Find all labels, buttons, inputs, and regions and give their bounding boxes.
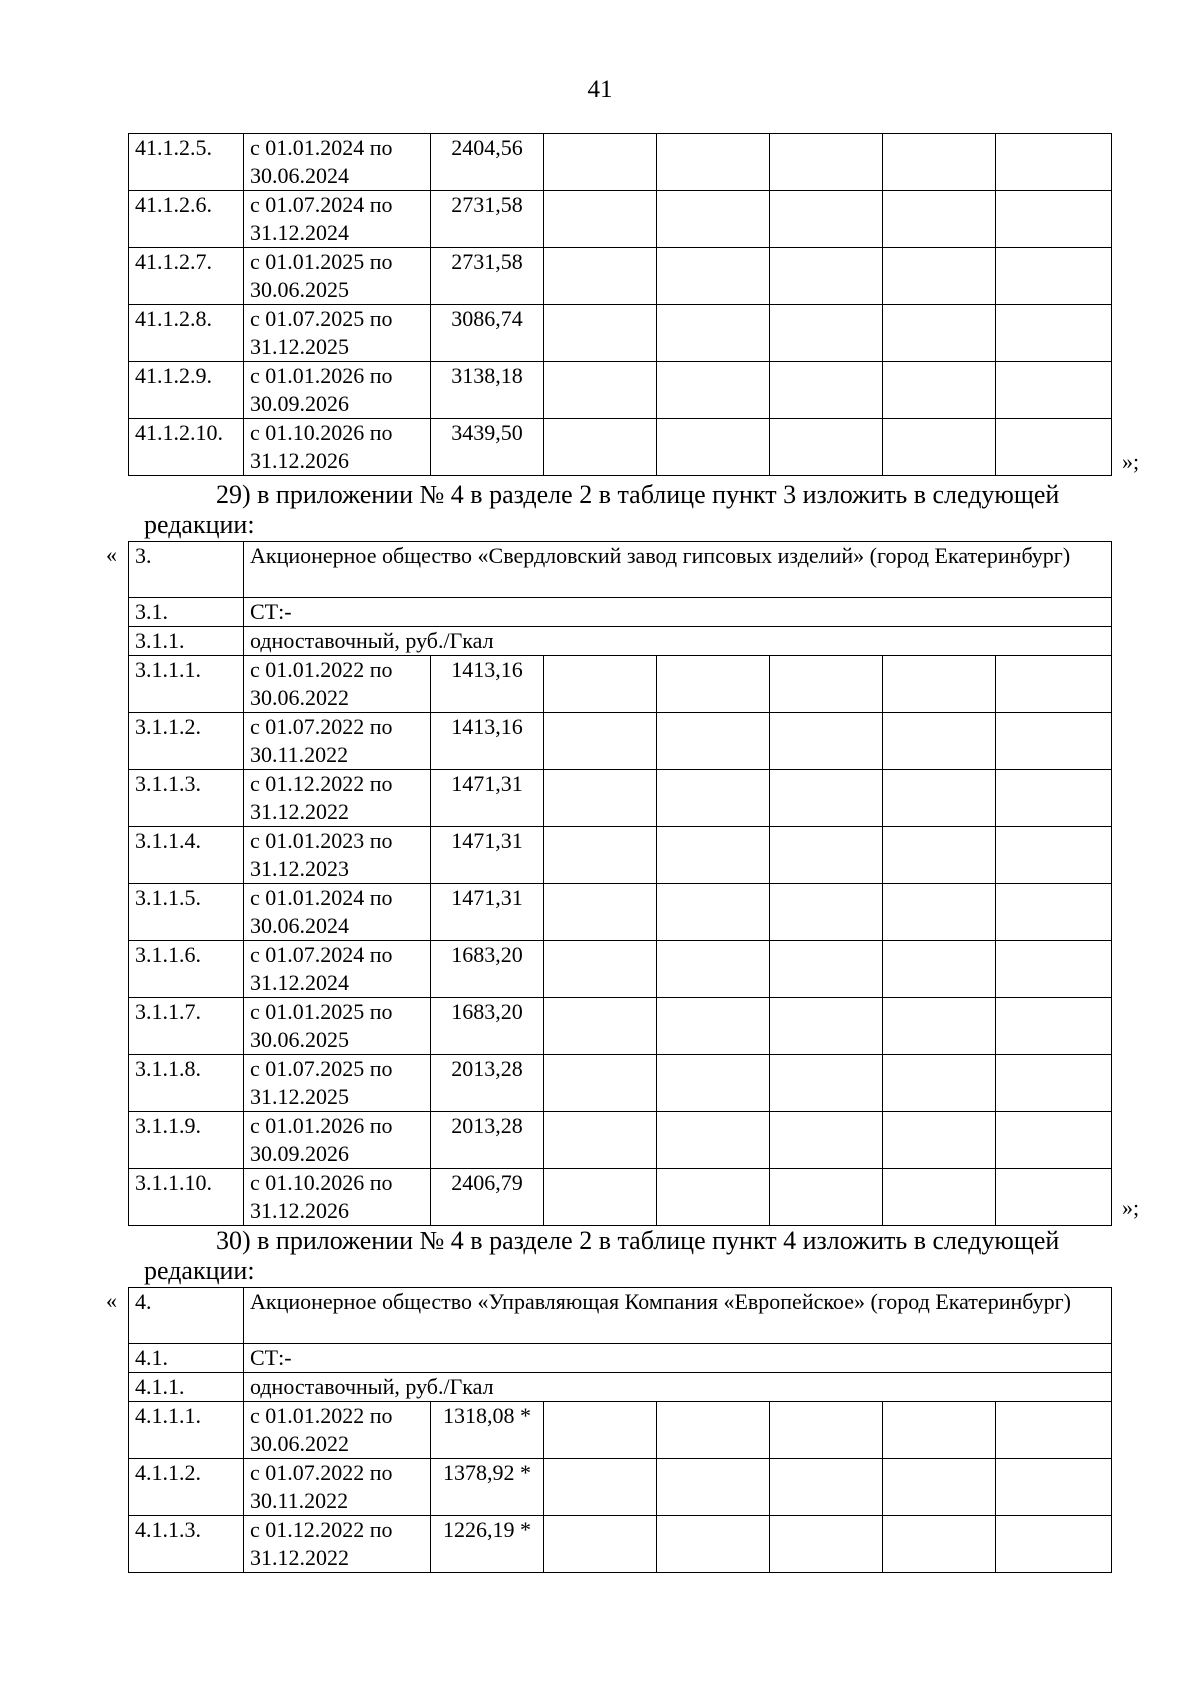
- st-label: СТ:-: [244, 1344, 1112, 1373]
- period: с 01.01.2022 по 30.06.2022: [244, 1402, 431, 1459]
- tariff-value: 2404,56: [431, 134, 544, 191]
- tariff-table-3: [106, 541, 1112, 1226]
- paragraph-line: редакции:: [144, 510, 255, 539]
- tariff-value: 1378,92 *: [431, 1459, 544, 1516]
- empty-cell: [657, 1055, 770, 1112]
- empty-cell: [996, 134, 1112, 191]
- tariff-value: 1683,20: [431, 941, 544, 998]
- period: с 01.01.2025 по 30.06.2025: [244, 998, 431, 1055]
- table: [128, 1287, 1112, 1573]
- tariff-row: [129, 1169, 1112, 1226]
- empty-cell: [996, 191, 1112, 248]
- empty-cell: [544, 248, 657, 305]
- item-number: 41.1.2.7.: [129, 248, 244, 305]
- item-number: 3.1.1.9.: [129, 1112, 244, 1169]
- empty-cell: [883, 770, 996, 827]
- empty-cell: [657, 1169, 770, 1226]
- empty-cell: [883, 1169, 996, 1226]
- paragraph-line: 30) в приложении № 4 в разделе 2 в таблице пункт 4 изложить в следующей: [216, 1226, 1060, 1255]
- empty-cell: [883, 191, 996, 248]
- tariff-row: [129, 419, 1112, 476]
- amendment-paragraph-29: [144, 480, 1144, 540]
- empty-cell: [770, 656, 883, 713]
- item-number: 41.1.2.10.: [129, 419, 244, 476]
- empty-cell: [883, 305, 996, 362]
- empty-cell: [657, 362, 770, 419]
- item-number: 3.: [129, 542, 244, 598]
- tariff-row: [129, 998, 1112, 1055]
- empty-cell: [770, 134, 883, 191]
- tariff-row: [129, 770, 1112, 827]
- empty-cell: [657, 713, 770, 770]
- period: с 01.01.2026 по 30.09.2026: [244, 362, 431, 419]
- empty-cell: [544, 713, 657, 770]
- tariff-value: 1226,19 *: [431, 1516, 544, 1573]
- tariff-value: 1413,16: [431, 713, 544, 770]
- empty-cell: [657, 305, 770, 362]
- item-number: 4.1.1.1.: [129, 1402, 244, 1459]
- empty-cell: [770, 248, 883, 305]
- empty-cell: [996, 1459, 1112, 1516]
- period: с 01.12.2022 по 31.12.2022: [244, 1516, 431, 1573]
- item-number: 3.1.: [129, 598, 244, 627]
- paragraph-line: редакции:: [144, 1256, 255, 1285]
- closing-quote: »;: [1122, 449, 1140, 474]
- empty-cell: [883, 827, 996, 884]
- tariff-table-4: [106, 1287, 1112, 1573]
- empty-cell: [996, 1055, 1112, 1112]
- empty-cell: [544, 1459, 657, 1516]
- empty-cell: [657, 419, 770, 476]
- empty-cell: [770, 770, 883, 827]
- period: с 01.07.2025 по 31.12.2025: [244, 305, 431, 362]
- empty-cell: [996, 941, 1112, 998]
- item-number: 3.1.1.2.: [129, 713, 244, 770]
- tariff-row: [129, 656, 1112, 713]
- empty-cell: [883, 941, 996, 998]
- tariff-row: [129, 1459, 1112, 1516]
- empty-cell: [657, 134, 770, 191]
- empty-cell: [657, 884, 770, 941]
- period: с 01.01.2026 по 30.09.2026: [244, 1112, 431, 1169]
- empty-cell: [883, 998, 996, 1055]
- empty-cell: [544, 362, 657, 419]
- closing-quote: »;: [1122, 1195, 1140, 1220]
- rate-type-label: одноставочный, руб./Гкал: [244, 1373, 1112, 1402]
- empty-cell: [544, 305, 657, 362]
- item-number: 41.1.2.5.: [129, 134, 244, 191]
- item-number: 41.1.2.9.: [129, 362, 244, 419]
- empty-cell: [996, 770, 1112, 827]
- item-number: 3.1.1.4.: [129, 827, 244, 884]
- tariff-value: 1318,08 *: [431, 1402, 544, 1459]
- paragraph-line: 29) в приложении № 4 в разделе 2 в таблице пункт 3 изложить в следующей: [216, 480, 1060, 509]
- empty-cell: [657, 656, 770, 713]
- empty-cell: [883, 248, 996, 305]
- empty-cell: [770, 1459, 883, 1516]
- item-number: 4.1.: [129, 1344, 244, 1373]
- tariff-value: 1471,31: [431, 770, 544, 827]
- empty-cell: [770, 1112, 883, 1169]
- empty-cell: [770, 362, 883, 419]
- empty-cell: [544, 884, 657, 941]
- item-number: 4.1.1.2.: [129, 1459, 244, 1516]
- empty-cell: [996, 305, 1112, 362]
- item-number: 4.1.1.: [129, 1373, 244, 1402]
- empty-cell: [883, 884, 996, 941]
- tariff-value: 2013,28: [431, 1112, 544, 1169]
- empty-cell: [657, 998, 770, 1055]
- item-number: 3.1.1.10.: [129, 1169, 244, 1226]
- empty-cell: [544, 1055, 657, 1112]
- rate-type-label: одноставочный, руб./Гкал: [244, 627, 1112, 656]
- tariff-value: 2731,58: [431, 191, 544, 248]
- item-number: 3.1.1.3.: [129, 770, 244, 827]
- empty-cell: [770, 191, 883, 248]
- tariff-row: [129, 134, 1112, 191]
- table: [128, 133, 1112, 476]
- empty-cell: [544, 1112, 657, 1169]
- table-body: [129, 1288, 1112, 1573]
- period: с 01.01.2025 по 30.06.2025: [244, 248, 431, 305]
- empty-cell: [883, 1402, 996, 1459]
- empty-cell: [996, 1402, 1112, 1459]
- tariff-value: 3086,74: [431, 305, 544, 362]
- rate-type-row: [129, 1373, 1112, 1402]
- empty-cell: [544, 656, 657, 713]
- opening-quote: «: [106, 542, 117, 567]
- opening-quote: «: [106, 1288, 117, 1313]
- item-number: 41.1.2.8.: [129, 305, 244, 362]
- amendment-paragraph-30: [144, 1226, 1144, 1286]
- empty-cell: [544, 191, 657, 248]
- empty-cell: [883, 1055, 996, 1112]
- tariff-value: 3439,50: [431, 419, 544, 476]
- empty-cell: [770, 1055, 883, 1112]
- table: [128, 541, 1112, 1226]
- tariff-row: [129, 941, 1112, 998]
- period: с 01.07.2022 по 30.11.2022: [244, 1459, 431, 1516]
- tariff-row: [129, 1112, 1112, 1169]
- empty-cell: [544, 770, 657, 827]
- item-number: 3.1.1.1.: [129, 656, 244, 713]
- empty-cell: [770, 713, 883, 770]
- item-number: 3.1.1.6.: [129, 941, 244, 998]
- empty-cell: [996, 362, 1112, 419]
- empty-cell: [996, 884, 1112, 941]
- period: с 01.07.2024 по 31.12.2024: [244, 941, 431, 998]
- empty-cell: [996, 419, 1112, 476]
- empty-cell: [544, 941, 657, 998]
- empty-cell: [883, 1112, 996, 1169]
- empty-cell: [544, 827, 657, 884]
- tariff-value: 2406,79: [431, 1169, 544, 1226]
- tariff-row: [129, 1055, 1112, 1112]
- st-row: [129, 598, 1112, 627]
- empty-cell: [996, 1516, 1112, 1573]
- empty-cell: [544, 1169, 657, 1226]
- empty-cell: [996, 656, 1112, 713]
- empty-cell: [883, 419, 996, 476]
- empty-cell: [657, 1402, 770, 1459]
- empty-cell: [657, 827, 770, 884]
- empty-cell: [770, 941, 883, 998]
- organization-name: Акционерное общество «Свердловский завод гипсовых изделий» (город Екатеринбург): [244, 542, 1112, 598]
- empty-cell: [770, 998, 883, 1055]
- empty-cell: [770, 1402, 883, 1459]
- period: с 01.07.2022 по 30.11.2022: [244, 713, 431, 770]
- empty-cell: [657, 1459, 770, 1516]
- empty-cell: [996, 827, 1112, 884]
- empty-cell: [770, 884, 883, 941]
- empty-cell: [996, 998, 1112, 1055]
- tariff-value: 1471,31: [431, 827, 544, 884]
- organization-row: [129, 542, 1112, 598]
- period: с 01.10.2026 по 31.12.2026: [244, 419, 431, 476]
- empty-cell: [657, 1112, 770, 1169]
- item-number: 41.1.2.6.: [129, 191, 244, 248]
- empty-cell: [996, 1169, 1112, 1226]
- empty-cell: [996, 713, 1112, 770]
- tariff-value: 1683,20: [431, 998, 544, 1055]
- empty-cell: [770, 1169, 883, 1226]
- period: с 01.01.2024 по 30.06.2024: [244, 134, 431, 191]
- empty-cell: [657, 1516, 770, 1573]
- empty-cell: [544, 1402, 657, 1459]
- tariff-value: 2731,58: [431, 248, 544, 305]
- rate-type-row: [129, 627, 1112, 656]
- tariff-row: [129, 884, 1112, 941]
- empty-cell: [883, 713, 996, 770]
- page-number: 41: [587, 76, 613, 103]
- tariff-row: [129, 827, 1112, 884]
- empty-cell: [996, 1112, 1112, 1169]
- period: с 01.01.2023 по 31.12.2023: [244, 827, 431, 884]
- empty-cell: [544, 134, 657, 191]
- empty-cell: [657, 770, 770, 827]
- empty-cell: [770, 419, 883, 476]
- empty-cell: [883, 134, 996, 191]
- tariff-row: [129, 248, 1112, 305]
- empty-cell: [657, 941, 770, 998]
- empty-cell: [770, 1516, 883, 1573]
- empty-cell: [544, 1516, 657, 1573]
- period: с 01.07.2025 по 31.12.2025: [244, 1055, 431, 1112]
- item-number: 3.1.1.5.: [129, 884, 244, 941]
- tariff-value: 1471,31: [431, 884, 544, 941]
- empty-cell: [657, 191, 770, 248]
- organization-name: Акционерное общество «Управляющая Компания «Европейское» (город Екатеринбург): [244, 1288, 1112, 1344]
- tariff-row: [129, 305, 1112, 362]
- item-number: 3.1.1.: [129, 627, 244, 656]
- organization-row: [129, 1288, 1112, 1344]
- item-number: 3.1.1.7.: [129, 998, 244, 1055]
- period: с 01.01.2022 по 30.06.2022: [244, 656, 431, 713]
- empty-cell: [883, 656, 996, 713]
- period: с 01.10.2026 по 31.12.2026: [244, 1169, 431, 1226]
- tariff-table-41: [128, 133, 1112, 476]
- period: с 01.12.2022 по 31.12.2022: [244, 770, 431, 827]
- tariff-value: 3138,18: [431, 362, 544, 419]
- item-number: 4.: [129, 1288, 244, 1344]
- tariff-value: 1413,16: [431, 656, 544, 713]
- st-label: СТ:-: [244, 598, 1112, 627]
- table-body: [129, 542, 1112, 1226]
- period: с 01.07.2024 по 31.12.2024: [244, 191, 431, 248]
- empty-cell: [657, 248, 770, 305]
- st-row: [129, 1344, 1112, 1373]
- empty-cell: [883, 362, 996, 419]
- empty-cell: [883, 1459, 996, 1516]
- tariff-row: [129, 362, 1112, 419]
- empty-cell: [544, 419, 657, 476]
- tariff-row: [129, 713, 1112, 770]
- period: с 01.01.2024 по 30.06.2024: [244, 884, 431, 941]
- empty-cell: [544, 998, 657, 1055]
- empty-cell: [996, 248, 1112, 305]
- tariff-row: [129, 191, 1112, 248]
- empty-cell: [883, 1516, 996, 1573]
- tariff-row: [129, 1516, 1112, 1573]
- tariff-row: [129, 1402, 1112, 1459]
- item-number: 3.1.1.8.: [129, 1055, 244, 1112]
- empty-cell: [770, 305, 883, 362]
- tariff-value: 2013,28: [431, 1055, 544, 1112]
- item-number: 4.1.1.3.: [129, 1516, 244, 1573]
- empty-cell: [770, 827, 883, 884]
- table-body: [129, 134, 1112, 476]
